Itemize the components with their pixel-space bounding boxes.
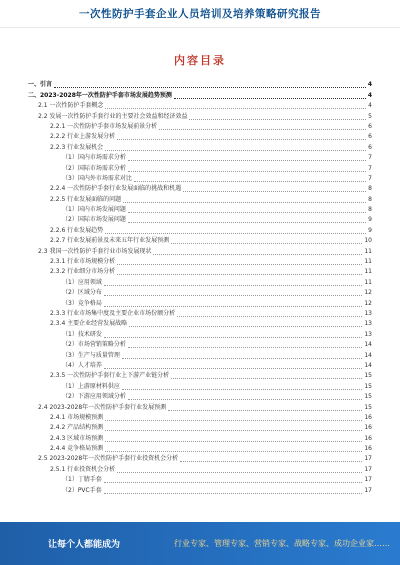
toc-entry-text: （2）下游应用领域分析 <box>62 393 126 401</box>
toc-dot-leader <box>174 98 366 99</box>
toc-entry[interactable] <box>28 225 372 235</box>
toc-entry[interactable] <box>28 371 372 381</box>
toc-entry-page: 16 <box>364 445 372 453</box>
toc-dot-leader <box>105 108 366 109</box>
toc-entry[interactable] <box>28 402 372 412</box>
toc-dot-leader <box>134 181 366 182</box>
toc-entry-text: 二、2023-2028年一次性防护手套市场发展趋势预测 <box>28 91 172 99</box>
toc-entry[interactable] <box>28 485 372 495</box>
toc-entry[interactable] <box>28 454 372 464</box>
toc-dot-leader <box>104 482 363 483</box>
toc-entry-text: （1）国内市场发展问题 <box>62 206 126 214</box>
toc-entry-page: 17 <box>364 465 372 473</box>
toc-entry-page: 17 <box>364 476 372 484</box>
toc-dot-leader <box>153 254 362 255</box>
toc-dot-leader <box>128 160 366 161</box>
toc-entry-page: 6 <box>368 143 372 151</box>
toc-entry-page: 14 <box>364 351 372 359</box>
toc-dot-leader <box>54 87 366 88</box>
toc-entry-page: 13 <box>364 320 372 328</box>
toc-entry-text: 2.2.2 行业上游发展分析 <box>50 133 116 141</box>
toc-entry-page: 14 <box>364 341 372 349</box>
toc-entry-page: 5 <box>368 112 372 120</box>
toc-entry[interactable] <box>28 298 372 308</box>
toc-entry-page: 17 <box>364 486 372 494</box>
toc-entry-text: （2）市场营销策略分析 <box>62 341 126 349</box>
toc-entry-text: （3）国内外市场需求对比 <box>62 174 132 182</box>
toc-entry-text: 2.1 一次性防护手套概念 <box>38 102 104 110</box>
toc-dot-leader <box>105 420 362 421</box>
toc-dot-leader <box>171 378 362 379</box>
toc-dot-leader <box>122 389 363 390</box>
toc-entry-text: 2.3.4 主要企业经营发展战略 <box>50 320 128 328</box>
toc-entry[interactable] <box>28 475 372 485</box>
toc-dot-leader <box>168 410 362 411</box>
toc-entry[interactable] <box>28 122 372 132</box>
toc-entry[interactable] <box>28 90 372 100</box>
toc-entry-page: 12 <box>364 289 372 297</box>
toc-entry-page: 11 <box>364 278 372 286</box>
toc-entry-text: 2.3 我国一次性防护手套行业市场发展现状 <box>38 247 152 255</box>
toc-entry-text: 2.3.3 行业市场集中度及主要企业市场份额分析 <box>50 309 176 317</box>
footer-roles: 行业专家、管理专家、营销专家、战略专家、成功企业家…… <box>174 539 390 548</box>
toc-entry-page: 13 <box>364 330 372 338</box>
toc-entry-text: 2.3.2 行业细分市场分析 <box>50 268 116 276</box>
toc-entry-text: 一、引言 <box>28 81 53 89</box>
toc-entry[interactable] <box>28 444 372 454</box>
report-header <box>0 0 400 28</box>
toc-entry-page: 9 <box>368 216 372 224</box>
toc-entry-text: 2.4.3 区域市场预测 <box>50 434 104 442</box>
toc-entry-page: 11 <box>364 258 372 266</box>
toc-entry-text: （3）生产与质量管理 <box>62 351 120 359</box>
toc-entry[interactable] <box>28 153 372 163</box>
toc-dot-leader <box>129 326 362 327</box>
toc-entry[interactable] <box>28 329 372 339</box>
toc-entry-page: 9 <box>368 226 372 234</box>
toc-entry[interactable] <box>28 413 372 423</box>
toc-entry[interactable] <box>28 267 372 277</box>
toc-entry[interactable] <box>28 309 372 319</box>
toc-entry-page: 14 <box>364 361 372 369</box>
toc-entry-page: 16 <box>364 413 372 421</box>
toc-entry-page: 15 <box>364 372 372 380</box>
footer-slogan: 让每个人都能成为 <box>48 540 121 550</box>
toc-dot-leader <box>159 129 366 130</box>
toc-dot-leader <box>117 472 362 473</box>
toc-entry[interactable] <box>28 319 372 329</box>
toc-dot-leader <box>183 191 366 192</box>
toc-dot-leader <box>128 222 366 223</box>
toc-entry[interactable] <box>28 101 372 111</box>
toc-entry-text: （4）人才培养 <box>62 361 102 369</box>
toc-entry-page: 7 <box>368 164 372 172</box>
toc-entry-text: 2.2.3 行业发展机会 <box>50 143 104 151</box>
toc-entry-page: 11 <box>364 268 372 276</box>
toc-entry-page: 8 <box>368 185 372 193</box>
toc-dot-leader <box>180 461 362 462</box>
toc-entry-text: 2.5 2023-2028年一次性防护手套行业投资机会分析 <box>38 455 179 463</box>
toc-entry[interactable] <box>28 174 372 184</box>
toc-dot-leader <box>122 358 363 359</box>
toc-entry-text: 2.4.1 市场规模预测 <box>50 413 104 421</box>
toc-entry-text: （2）区域分布 <box>62 289 102 297</box>
toc-dot-leader <box>105 451 362 452</box>
toc-dot-leader <box>189 119 366 120</box>
toc-entry-text: （1）应用领域 <box>62 278 102 286</box>
toc-dot-leader <box>105 441 362 442</box>
toc-entry-text: 2.3.1 行业市场规模分析 <box>50 258 116 266</box>
toc-entry[interactable] <box>28 163 372 173</box>
toc-dot-leader <box>128 399 363 400</box>
toc-dot-leader <box>105 233 366 234</box>
toc-entry-page: 4 <box>368 102 372 110</box>
toc-entry[interactable] <box>28 205 372 215</box>
toc-entry-page: 11 <box>364 247 372 255</box>
toc-title: 内容目录 <box>174 54 226 67</box>
toc-entry[interactable] <box>28 423 372 433</box>
toc-entry-text: （2）国际市场需求分析 <box>62 164 126 172</box>
toc-entry[interactable] <box>28 236 372 246</box>
toc-dot-leader <box>128 347 363 348</box>
toc-entry-page: 15 <box>364 403 372 411</box>
toc-entry-page: 12 <box>364 299 372 307</box>
toc-entry-text: 2.2.4 一次性防护手套行业发展面临的挑战和机遇 <box>50 185 182 193</box>
toc-entry-page: 6 <box>368 133 372 141</box>
toc-entry-text: （1）技术研发 <box>62 330 102 338</box>
toc-entry-page: 7 <box>368 174 372 182</box>
toc-entry-page: 15 <box>364 393 372 401</box>
toc-entry[interactable] <box>28 288 372 298</box>
toc-entry[interactable] <box>28 257 372 267</box>
toc-entry-page: 6 <box>368 122 372 130</box>
toc-dot-leader <box>117 274 362 275</box>
toc-entry[interactable] <box>28 340 372 350</box>
toc-dot-leader <box>117 139 366 140</box>
toc-entry-text: 2.2.6 行业发展趋势 <box>50 226 104 234</box>
toc-page <box>28 40 372 522</box>
toc-entry-text: 2.3.5 一次性防护手套行业上下游产业链分析 <box>50 372 170 380</box>
toc-entry[interactable] <box>28 381 372 391</box>
toc-entry[interactable] <box>28 433 372 443</box>
toc-dot-leader <box>104 337 363 338</box>
toc-entry[interactable] <box>28 132 372 142</box>
toc-dot-leader <box>105 430 362 431</box>
toc-dot-leader <box>104 285 363 286</box>
toc-dot-leader <box>177 316 362 317</box>
toc-entry[interactable] <box>28 350 372 360</box>
toc-entry-text: 2.2.7 行业发展前景及未来五年行业发展预测 <box>50 237 170 245</box>
toc-entry-page: 4 <box>367 81 372 89</box>
toc-entry-page: 10 <box>364 237 372 245</box>
toc-dot-leader <box>128 212 366 213</box>
toc-entry-text: （2）国际市场发展问题 <box>62 216 126 224</box>
toc-dot-leader <box>105 150 366 151</box>
toc-entry[interactable] <box>28 246 372 256</box>
toc-list <box>28 80 372 496</box>
toc-entry-text: （2）PVC手套 <box>62 486 102 494</box>
toc-entry[interactable] <box>28 142 372 152</box>
toc-entry-page: 16 <box>364 424 372 432</box>
toc-entry[interactable] <box>28 215 372 225</box>
toc-entry-page: 8 <box>368 195 372 203</box>
toc-entry-page: 16 <box>364 434 372 442</box>
toc-dot-leader <box>104 306 363 307</box>
toc-entry-text: （3）竞争格局 <box>62 299 102 307</box>
toc-entry[interactable] <box>28 464 372 474</box>
toc-dot-leader <box>123 202 366 203</box>
toc-entry-text: 2.4.4 竞争格局预测 <box>50 445 104 453</box>
toc-entry-text: 2.4.2 产品结构预测 <box>50 424 104 432</box>
toc-entry[interactable] <box>28 392 372 402</box>
toc-entry-page: 4 <box>367 91 372 99</box>
toc-entry-text: 2.2.1 一次性防护手套市场发展前景分析 <box>50 122 158 130</box>
toc-entry-page: 8 <box>368 206 372 214</box>
toc-dot-leader <box>117 264 362 265</box>
toc-entry-text: （1）上游原材料供应 <box>62 382 120 390</box>
toc-entry-page: 13 <box>364 309 372 317</box>
toc-dot-leader <box>104 368 363 369</box>
toc-dot-leader <box>104 493 363 494</box>
toc-entry[interactable] <box>28 277 372 287</box>
toc-entry[interactable] <box>28 111 372 121</box>
report-title: 一次性防护手套企业人员培训及培养策略研究报告 <box>79 8 321 20</box>
toc-entry-text: 2.5.1 行业投资机会分析 <box>50 465 116 473</box>
toc-entry-text: （1）国内市场需求分析 <box>62 154 126 162</box>
toc-entry-text: 2.2.5 行业发展面临的问题 <box>50 195 122 203</box>
toc-entry-page: 15 <box>364 382 372 390</box>
toc-entry-text: 2.2 发展一次性防护手套行业的主要社会效益和经济效益 <box>38 112 188 120</box>
toc-dot-leader <box>128 171 366 172</box>
footer-banner <box>0 522 400 565</box>
toc-dot-leader <box>171 243 362 244</box>
toc-entry[interactable] <box>28 361 372 371</box>
toc-entry-page: 7 <box>368 154 372 162</box>
toc-entry[interactable] <box>28 194 372 204</box>
toc-entry[interactable] <box>28 184 372 194</box>
toc-entry-page: 17 <box>364 455 372 463</box>
toc-entry-text: （1）丁腈手套 <box>62 476 102 484</box>
toc-dot-leader <box>104 295 363 296</box>
toc-entry-text: 2.4 2023-2028年一次性防护手套行业发展预测 <box>38 403 167 411</box>
toc-entry[interactable] <box>28 80 372 90</box>
